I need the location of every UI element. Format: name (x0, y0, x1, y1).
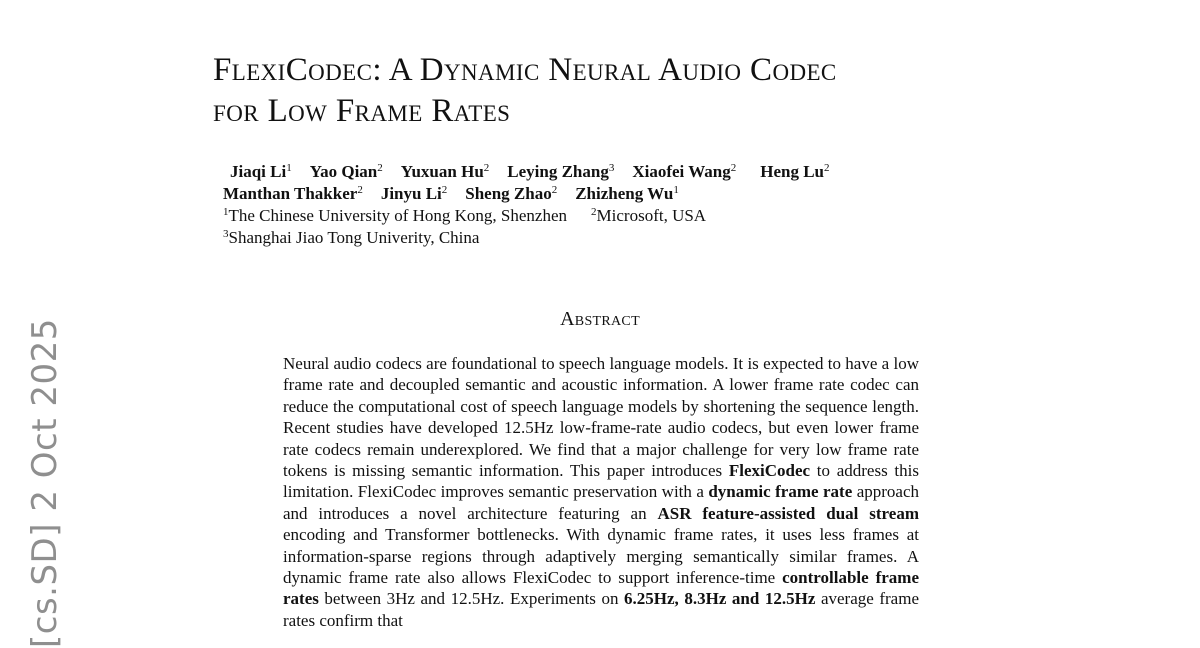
arxiv-side-stamp: [cs.SD] 2 Oct 2025 (25, 318, 65, 648)
abstract-body: Neural audio codecs are foundational to speech language models. It is expected to have a low frame rate and decoupled semantic and acoustic information. A lower frame rate codec can reduce the computational cost of speech language models by shortening the sequence length. Recent studies have developed 12.5Hz low-frame-rate audio codecs, but even lower frame rate codecs remain underexplored. We find that a major challenge for very low frame rate tokens is missing semantic information. This paper introduces FlexiCodec to address this limitation. FlexiCodec improves semantic preservation with a dynamic frame rate approach and introduces a novel architecture featuring an ASR feature-assisted dual stream encoding and Transformer bottlenecks. With dynamic frame rates, it uses less frames at information-sparse regions through adaptively merging semantically similar frames. A dynamic frame rate also allows FlexiCodec to support inference-time controllable frame rates between 3Hz and 12.5Hz. Experiments on 6.25Hz, 8.3Hz and 12.5Hz average frame rates confirm that (283, 354, 919, 630)
author-line-1 (223, 161, 830, 183)
author-line-2 (223, 183, 830, 205)
affiliation-line-2: $^3$Shanghai Jiao Tong Univerity, China (223, 228, 480, 247)
affiliation-text: Shanghai Jiao Tong Univerity, China (228, 228, 480, 247)
paper-title-line-2: for Low Frame Rates (213, 93, 511, 129)
paper-title-line-1: FlexiCodec: A Dynamic Neural Audio Codec (213, 52, 837, 88)
paper-title (213, 50, 1093, 132)
affiliation-text: The Chinese University of Hong Kong, Shenzhen (228, 206, 568, 225)
author-block (223, 161, 830, 249)
author-name: Leying Zhang$^3$ (507, 162, 615, 181)
author-name: Sheng Zhao$^2$ (465, 184, 558, 203)
author-name: Yao Qian$^2$ (309, 162, 383, 181)
affiliation-line-1: $^1$The Chinese University of Hong Kong, Shenzhen $^2$Microsoft, USA (223, 206, 707, 225)
author-name: Heng Lu$^2$ (760, 162, 830, 181)
author-name: Manthan Thakker$^2$ (223, 184, 363, 203)
affiliation-text: Microsoft, USA (596, 206, 707, 225)
author-name: Xiaofei Wang$^2$ (632, 162, 737, 181)
author-name: Jinyu Li$^2$ (380, 184, 448, 203)
author-name: Jiaqi Li$^1$ (230, 162, 292, 181)
author-name: Zhizheng Wu$^1$ (575, 184, 679, 203)
author-name: Yuxuan Hu$^2$ (400, 162, 490, 181)
abstract-heading: Abstract (560, 308, 640, 330)
